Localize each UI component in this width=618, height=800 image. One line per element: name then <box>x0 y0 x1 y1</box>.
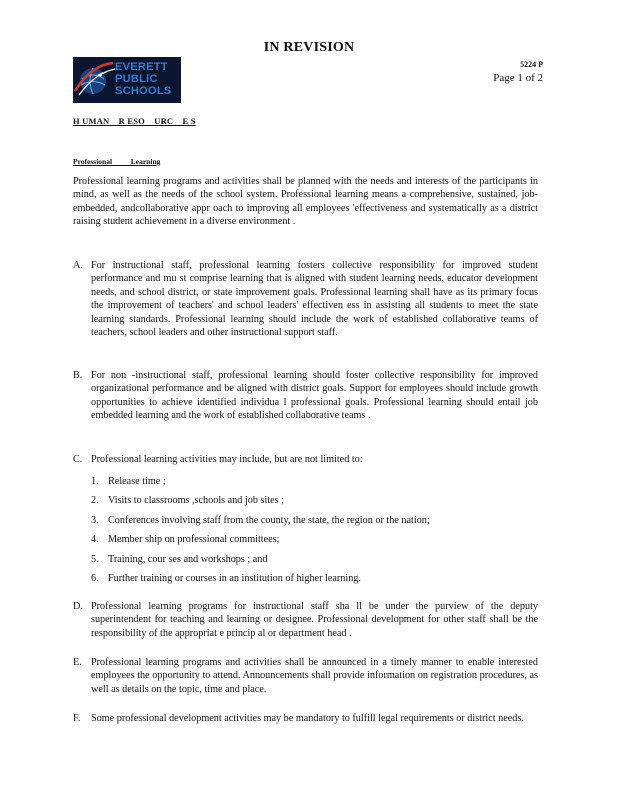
section-title: Professional Learning <box>73 157 161 166</box>
sub-item-text: Release time ; <box>108 476 166 487</box>
list-item-b <box>73 369 538 423</box>
list-item-f <box>73 712 538 725</box>
item-text: For instructional staff, professional learning fosters collective responsibility for improved student performance and mu st comprise learning that is aligned with student learning needs, educator development needs, and school district, or state improvement goals. Professional learning shall have as its primary focus the improvement of teachers' and school leaders' effectiven ess in assisting all students to meet the state learning standards. Professional learning should include the work of established collaborative teams of teachers, school leaders and other instructional support staff. <box>91 260 538 339</box>
intro-paragraph: Professional learning programs and activities shall be planned with the needs and interests of the participants in mind, as well as the needs of the school system. Professional learning means a comprehensive, sustained, job-embedded, andcollaborative appr oach to improving all employees 'effectiveness and systematically as a district raising student achievement in a diverse environment . <box>73 176 538 228</box>
globe-swoosh-icon <box>73 57 117 103</box>
policy-number: 5224 P <box>520 60 543 69</box>
sub-item-3 <box>91 514 531 527</box>
sub-item-text: Further training or courses in an institution of higher learning. <box>108 573 361 584</box>
sub-item-6 <box>91 572 531 585</box>
item-letter: E. <box>73 657 82 668</box>
item-text: Professional learning activities may include, but are not limited to: <box>91 454 363 465</box>
sub-item-5 <box>91 553 531 566</box>
sub-item-text: Member ship on professional committees; <box>108 534 280 545</box>
item-text: Some professional development activities may be mandatory to fulfill legal requirements or district needs. <box>91 713 524 724</box>
sub-item-text: Conferences involving staff from the county, the state, the region or the nation; <box>108 515 430 526</box>
item-letter: F. <box>73 713 81 724</box>
item-letter: C. <box>73 454 83 465</box>
sub-item-number: 1. <box>91 476 99 487</box>
sub-item-1 <box>91 475 531 488</box>
sub-item-number: 6. <box>91 573 99 584</box>
sub-item-number: 4. <box>91 534 99 545</box>
revision-banner: IN REVISION <box>263 40 355 55</box>
list-item-e <box>73 656 538 696</box>
department-heading: H UMAN R ESO URC E S <box>73 116 196 126</box>
page-number: Page 1 of 2 <box>493 72 543 84</box>
sub-item-4 <box>91 533 531 546</box>
item-text: Professional learning programs for instructional staff sha ll be under the purview of the deputy superintendent for teaching and learning or designee. Professional development for other staff shall be the responsibility of the appropriat e princip al or department head . <box>91 601 538 639</box>
list-item-d <box>73 600 538 640</box>
list-item-c <box>73 453 538 466</box>
item-letter: D. <box>73 601 83 612</box>
sub-item-text: Training, cour ses and workshops ; and <box>108 554 268 565</box>
list-item-a <box>73 259 538 339</box>
district-logo <box>73 57 181 103</box>
sub-item-number: 3. <box>91 515 99 526</box>
sub-item-text: Visits to classrooms ,schools and job sites ; <box>108 495 284 506</box>
item-text: For non -instructional staff, professional learning should foster collective responsibility for improved organizational performance and be aligned with district goals. Support for employees should include growth opportunities to achieve identified individua l professional goals. Professional learning should entail job embedded learning and the work of established collaborative teams . <box>91 370 538 422</box>
item-text: Professional learning programs and activities shall be announced in a timely manner to enable interested employees the opportunity to attend. Announcements shall provide information on registration procedures, as well as details on the topic, time and place. <box>91 657 538 695</box>
item-letter: A. <box>73 260 83 271</box>
sub-item-number: 2. <box>91 495 99 506</box>
item-letter: B. <box>73 370 83 381</box>
sub-item-2 <box>91 494 531 507</box>
logo-wordmark: EVERETT PUBLIC SCHOOLS <box>115 61 172 97</box>
sub-item-number: 5. <box>91 554 99 565</box>
